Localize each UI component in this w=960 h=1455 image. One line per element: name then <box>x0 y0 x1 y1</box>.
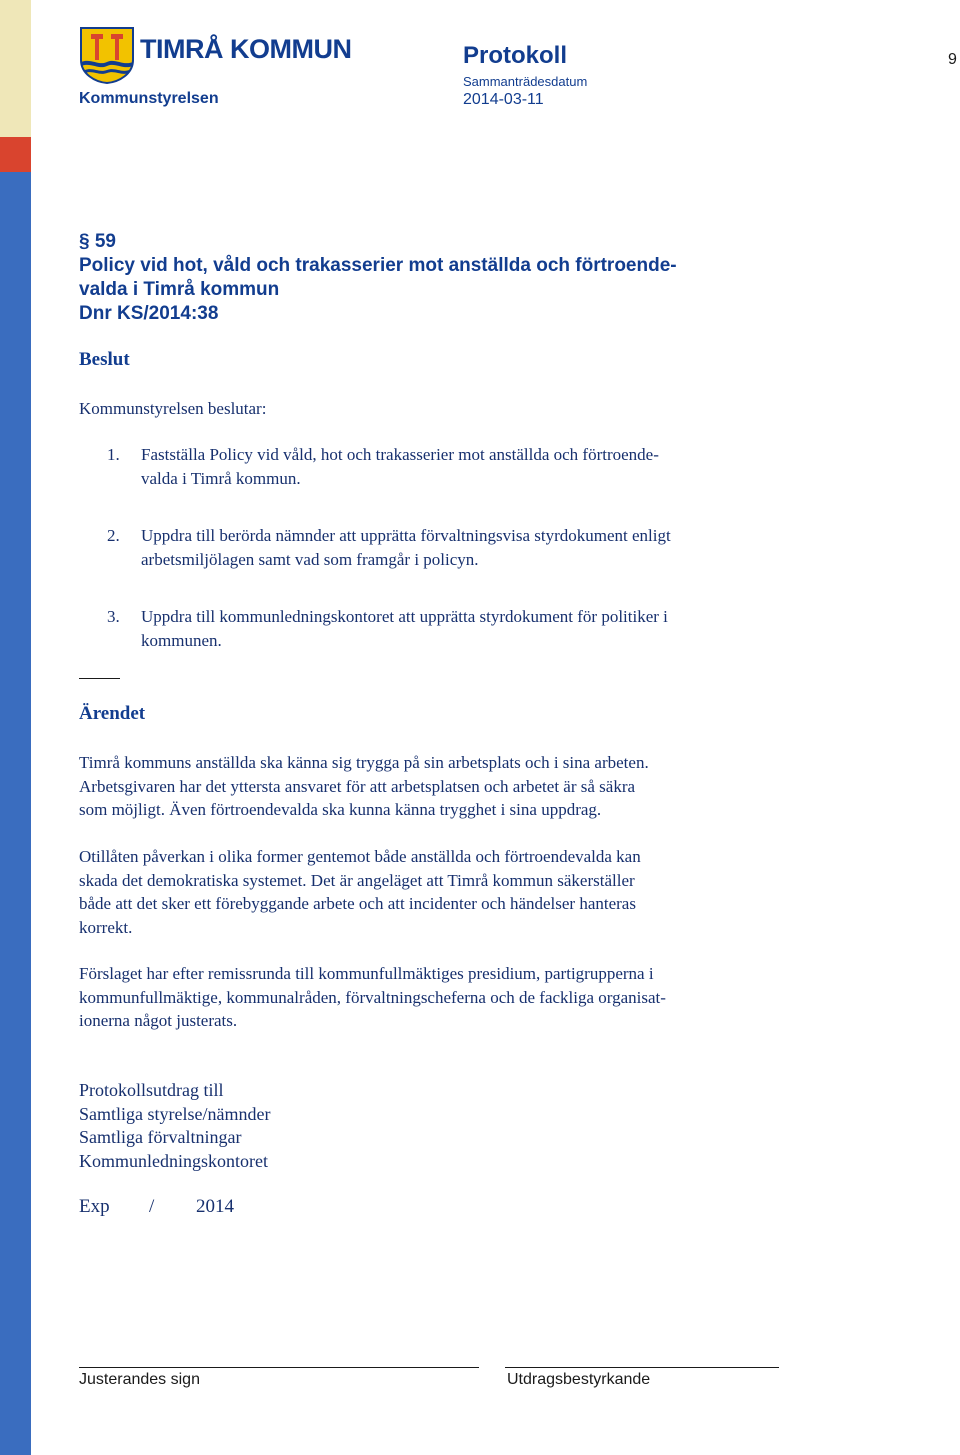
exp-slash: / <box>149 1196 155 1217</box>
decision-item-number: 3. <box>107 607 120 626</box>
distribution-recipient: Samtliga styrelse/nämnder <box>79 1103 271 1124</box>
decision-item-text-line-1: Fastställa Policy vid våld, hot och trakasserier mot anställda och förtroende- <box>141 445 659 464</box>
section-divider <box>79 678 120 679</box>
decision-item-text-line-1: Uppdra till berörda nämnder att upprätta förvaltningsvisa styrdokument enligt <box>141 526 671 545</box>
side-bar-yellow <box>0 0 31 137</box>
signature-line-left <box>79 1367 479 1368</box>
paragraph-line: kommunfullmäktige, kommunalråden, förvaltningscheferna och de fackliga organisat- <box>79 987 666 1007</box>
arendet-paragraph-3 <box>79 962 779 1033</box>
timra-coat-of-arms-icon <box>79 26 135 84</box>
organization-name: Kommunstyrelsen <box>79 90 219 107</box>
paragraph-line: Otillåten påverkan i olika former gentemot både anställda och förtroendevalda kan <box>79 847 641 866</box>
page-number: 9 <box>948 51 957 68</box>
document-type: Protokoll <box>463 42 568 69</box>
paragraph-line: Timrå kommuns anställda ska känna sig trygga på sin arbetsplats och i sina arbeten. <box>79 753 649 772</box>
paragraph-line: som möjligt. Även förtroendevalda ska kunna känna trygghet i sina uppdrag. <box>79 800 602 819</box>
arendet-paragraph-2 <box>79 845 779 939</box>
exp-label: Exp <box>79 1196 110 1217</box>
side-bar-red <box>0 137 31 172</box>
beslut-intro: Kommunstyrelsen beslutar: <box>79 399 267 418</box>
beslut-heading: Beslut <box>79 349 130 370</box>
distribution-list <box>79 1079 779 1173</box>
section-title-line-1: Policy vid hot, våld och trakasserier mot anställda och förtroende- <box>79 255 677 276</box>
side-bar-blue <box>0 172 31 1455</box>
arendet-paragraph-1 <box>79 751 779 822</box>
decision-item-number: 2. <box>107 526 120 545</box>
decision-item-text-line-2: arbetsmiljölagen samt vad som framgår i policyn. <box>141 549 479 569</box>
exp-year: 2014 <box>196 1196 234 1217</box>
paragraph-line: Förslaget har efter remissrunda till kommunfullmäktiges presidium, partigrupperna i <box>79 964 654 983</box>
meeting-date-value: 2014-03-11 <box>463 91 544 108</box>
utdragsbestyrkande-label: Utdragsbestyrkande <box>507 1371 651 1388</box>
section-title-line-2: valda i Timrå kommun <box>79 279 280 300</box>
section-number: § 59 <box>79 231 116 252</box>
paragraph-line: både att det sker ett förebyggande arbete och att incidenter och händelser hanteras <box>79 894 636 913</box>
logo-wordmark: TIMRÅ KOMMUN <box>140 34 352 64</box>
paragraph-line: ionerna något justerats. <box>79 1011 238 1030</box>
decision-item-text-line-1: Uppdra till kommunledningskontoret att upprätta styrdokument för politiker i <box>141 607 668 626</box>
distribution-recipient: Kommunledningskontoret <box>79 1150 268 1171</box>
arendet-heading: Ärendet <box>79 703 146 724</box>
justerandes-sign-label: Justerandes sign <box>79 1371 200 1388</box>
distribution-recipient: Samtliga förvaltningar <box>79 1127 242 1147</box>
signature-line-right <box>505 1367 779 1368</box>
section-title-block <box>79 230 779 326</box>
diary-number: Dnr KS/2014:38 <box>79 303 219 324</box>
paragraph-line: korrekt. <box>79 917 133 937</box>
paragraph-line: Arbetsgivaren har det yttersta ansvaret för att arbetsplatsen och arbetet är så säkra <box>79 776 636 796</box>
decision-item-text-line-2: valda i Timrå kommun. <box>141 468 301 488</box>
paragraph-line: skada det demokratiska systemet. Det är angeläget att Timrå kommun säkerställer <box>79 870 635 890</box>
decision-item-number: 1. <box>107 445 120 464</box>
distribution-title: Protokollsutdrag till <box>79 1080 224 1100</box>
meeting-date-label: Sammanträdesdatum <box>463 74 588 89</box>
decision-item-text-line-2: kommunen. <box>141 630 222 650</box>
